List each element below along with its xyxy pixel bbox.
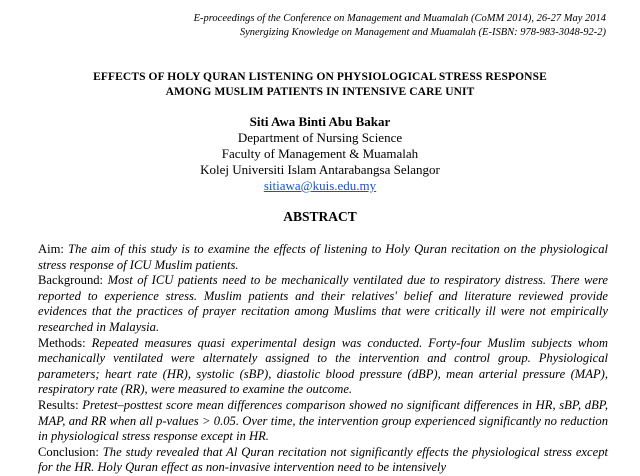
conclusion-label: Conclusion: xyxy=(38,444,99,459)
background-label: Background: xyxy=(38,273,104,288)
abstract-body xyxy=(38,242,608,476)
methods-label: Methods: xyxy=(38,335,86,350)
results-label: Results: xyxy=(38,397,79,412)
proceedings-header-line-2: Synergizing Knowledge on Management and Muamalah (E-ISBN: 978-983-3048-92-2) xyxy=(239,27,606,38)
conclusion-text: The study revealed that Al Quran recitation not significantly effects the physiological stress except for the HR. Holy Quran effect as non-invasive intervention need to be intensively xyxy=(38,444,608,475)
abstract-heading: ABSTRACT xyxy=(283,209,357,224)
abstract-conclusion xyxy=(38,445,608,476)
author-faculty: Faculty of Management & Muamalah xyxy=(221,146,419,161)
abstract-methods xyxy=(38,336,608,398)
paper-title-line-1: EFFECTS OF HOLY QURAN LISTENING ON PHYSIOLOGICAL STRESS RESPONSE xyxy=(93,71,547,83)
proceedings-header-line-1: E-proceedings of the Conference on Management and Muamalah (CoMM 2014), 26-27 May 2014 xyxy=(193,13,606,24)
author-department: Department of Nursing Science xyxy=(237,130,403,145)
abstract-results xyxy=(38,398,608,445)
aim-text: The aim of this study is to examine the effects of listening to Holy Quran recitation on the physiological stress response of ICU Muslim patients. xyxy=(38,242,609,272)
background-text: Most of ICU patients need to be mechanically ventilated due to respiratory distress. There were reported to experience stress. Muslim patients and their relatives' belief and literature reviewed provide evidences that the practices of prayer recitation among Muslims that were critically ill were not empirically researched in Malaysia. xyxy=(38,273,608,334)
paper-title-line-2: AMONG MUSLIM PATIENTS IN INTENSIVE CARE UNIT xyxy=(165,86,475,98)
paper-title xyxy=(40,70,600,100)
methods-text: Repeated measures quasi experimental design was conducted. Forty-four Muslim subjects whom mechanically ventilated were alternately assigned to the intervention and control group. Physiological parameters; heart rate (HR), systolic (sBP), diastolic blood pressure (dBP), mean arterial pressure (MAP), respiratory rate (RR), were measured to examine the outcome. xyxy=(38,335,608,397)
author-name: Siti Awa Binti Abu Bakar xyxy=(249,114,391,129)
author-institution: Kolej Universiti Islam Antarabangsa Selangor xyxy=(200,162,440,177)
author-email-link[interactable]: sitiawa@kuis.edu.my xyxy=(263,178,377,193)
abstract-aim xyxy=(38,242,608,273)
results-text: Pretest–posttest score mean differences comparison showed no significant differences in HR, sBP, dBP, MAP, and RR when all p-values > 0.05. Over time, the intervention group experienced significantly no reduction in physiological stress response except in HR. xyxy=(38,397,608,444)
aim-label: Aim: xyxy=(38,242,64,256)
abstract-background xyxy=(38,273,608,335)
author-email-row xyxy=(0,178,640,194)
